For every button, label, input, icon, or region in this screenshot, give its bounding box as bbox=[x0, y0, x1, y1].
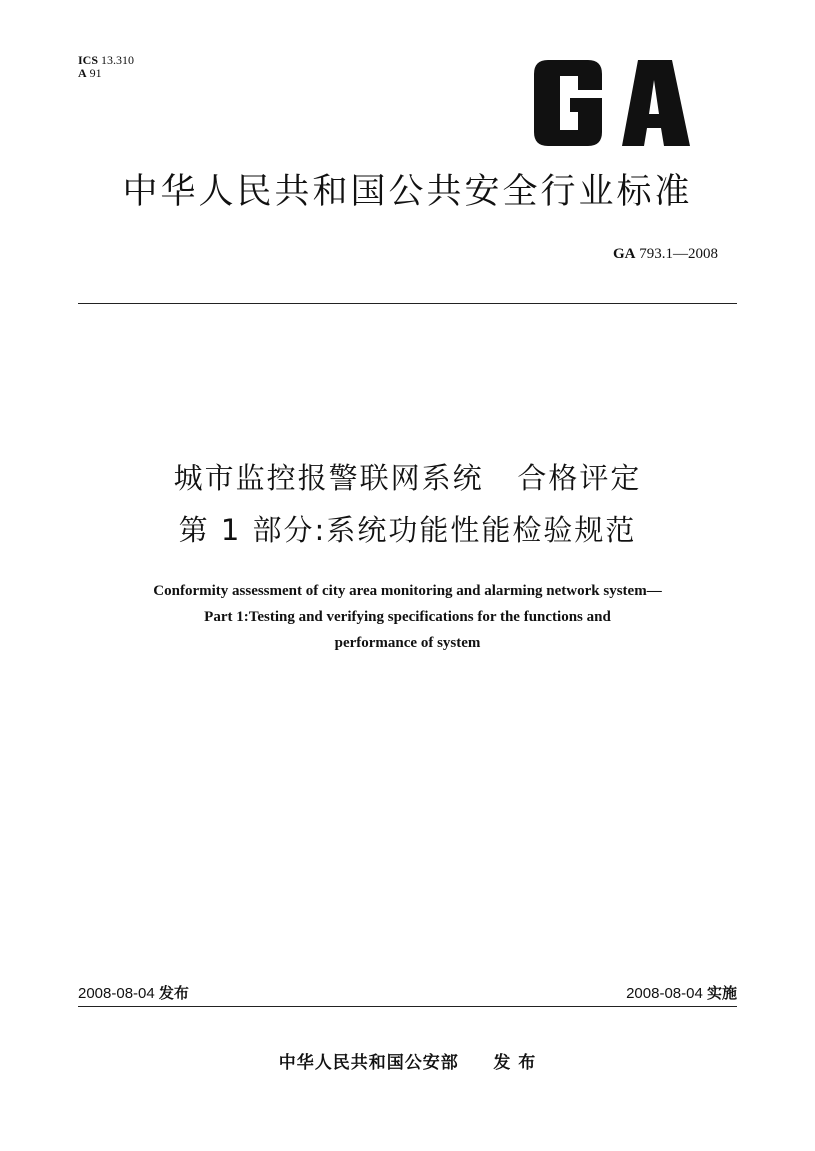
english-title-line-1: Conformity assessment of city area monitoring and alarming network system— bbox=[153, 583, 662, 599]
implement-date bbox=[626, 983, 737, 1004]
ccs-line bbox=[78, 67, 134, 80]
chinese-title bbox=[0, 452, 815, 556]
standard-number bbox=[613, 246, 718, 263]
chinese-title-line-2: 第 1 部分:系统功能性能检验规范 bbox=[178, 513, 637, 547]
publisher-action: 发 布 bbox=[493, 1053, 537, 1073]
english-title bbox=[60, 578, 755, 656]
publisher-name: 中华人民共和国公安部 bbox=[278, 1053, 459, 1073]
issue-date-suffix: 发布 bbox=[158, 984, 189, 1002]
issuer-title: 中华人民共和国公共安全行业标准 bbox=[122, 172, 693, 212]
ics-label: ICS bbox=[78, 53, 99, 67]
standard-prefix: GA bbox=[613, 246, 636, 262]
ccs-label: A bbox=[78, 66, 87, 80]
chinese-title-line-1: 城市监控报警联网系统 合格评定 bbox=[173, 461, 642, 495]
classification-block bbox=[78, 54, 134, 80]
issue-date bbox=[78, 983, 189, 1004]
implement-date-value: 2008-08-04 bbox=[626, 985, 703, 1002]
publisher-line bbox=[0, 1048, 815, 1073]
bottom-divider bbox=[78, 1006, 737, 1007]
ga-logo bbox=[530, 60, 695, 146]
ics-code: 13.310 bbox=[101, 53, 135, 67]
english-title-line-3: performance of system bbox=[334, 635, 481, 651]
implement-date-suffix: 实施 bbox=[706, 984, 737, 1002]
top-divider bbox=[78, 303, 737, 304]
issue-date-value: 2008-08-04 bbox=[78, 985, 155, 1002]
english-title-line-2: Part 1:Testing and verifying specifications for the functions and bbox=[204, 609, 611, 625]
standard-code: 793.1—2008 bbox=[639, 246, 718, 262]
ccs-code: 91 bbox=[89, 66, 102, 80]
